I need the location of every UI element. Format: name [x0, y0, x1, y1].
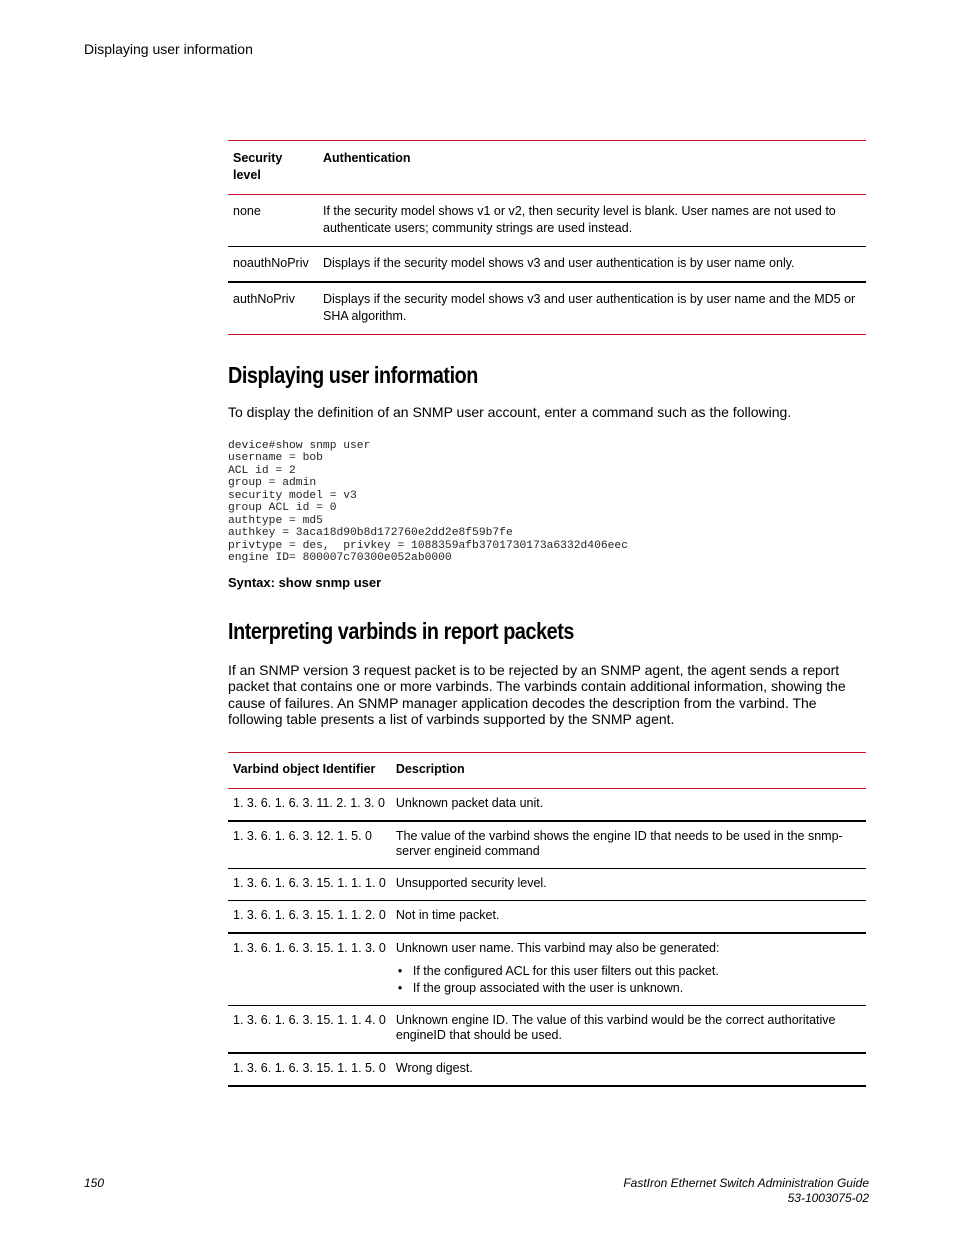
security-level-cell: authNoPriv: [233, 292, 295, 306]
column-header-security-level: Security level: [233, 151, 283, 182]
table-row: [228, 195, 866, 247]
table-row: [228, 821, 866, 869]
description-cell: The value of the varbind shows the engine ID that needs to be used in the snmp-server engineid command: [395, 828, 843, 858]
security-level-cell: none: [233, 204, 261, 218]
description-cell: Wrong digest.: [395, 1060, 473, 1075]
page-content: [228, 140, 866, 1087]
description-text: Unknown user name. This varbind may also be generated:: [395, 940, 720, 955]
varbind-table: [228, 752, 866, 1087]
description-cell: Unknown engine ID. The value of this varbind would be the correct authoritative engineID that should be used.: [395, 1012, 836, 1042]
security-level-table: [228, 140, 866, 335]
oid-cell: 1. 3. 6. 1. 6. 3. 15. 1. 1. 5. 0: [233, 1060, 386, 1075]
oid-cell: 1. 3. 6. 1. 6. 3. 11. 2. 1. 3. 0: [233, 795, 385, 810]
oid-cell: 1. 3. 6. 1. 6. 3. 15. 1. 1. 4. 0: [233, 1012, 386, 1027]
guide-title: FastIron Ethernet Switch Administration Guide: [623, 1176, 869, 1190]
running-header: Displaying user information: [84, 41, 253, 57]
oid-cell: 1. 3. 6. 1. 6. 3. 15. 1. 1. 2. 0: [233, 907, 386, 922]
varbinds-intro-paragraph: If an SNMP version 3 request packet is to be rejected by an SNMP agent, the agent sends a report packet that contains one or more varbinds. The varbinds contain additional information, showing the cause of failures. An SNMP manager application decodes the description from the varbind. The following table presents a list of varbinds supported by the SNMP agent.: [228, 661, 846, 727]
column-header-description: Description: [395, 761, 465, 776]
description-cell: [391, 933, 866, 1006]
column-header-authentication: Authentication: [323, 151, 411, 165]
footer-doc-info: [623, 1176, 869, 1206]
table-row: [228, 868, 866, 900]
table-row: [228, 1053, 866, 1086]
section-intro-paragraph: To display the definition of an SNMP user account, enter a command such as the following.: [228, 404, 792, 420]
doc-number: 53-1003075-02: [787, 1191, 869, 1205]
description-cell: Unknown packet data unit.: [395, 795, 544, 810]
description-cell: Not in time packet.: [395, 907, 500, 922]
oid-cell: 1. 3. 6. 1. 6. 3. 15. 1. 1. 1. 0: [233, 875, 386, 890]
table-row: [228, 1005, 866, 1053]
bullet-list: [396, 964, 861, 996]
command-output-code-block: device#show snmp user username = bob ACL id = 2 group = admin security model = v3 group ACL id = 0 authtype = md5 authkey = 3aca18d90b8d172760e2dd2e8f59b7fe privtype = des, privkey = 1088359afb3701730173a6332d406eec engine ID= 800007c70300e052ab0000: [228, 439, 628, 564]
section-heading-interpreting-varbinds: Interpreting varbinds in report packets: [228, 617, 574, 644]
table-row: [228, 247, 866, 283]
table-row: [228, 933, 866, 1006]
oid-cell: 1. 3. 6. 1. 6. 3. 15. 1. 1. 3. 0: [233, 940, 386, 955]
authentication-cell: If the security model shows v1 or v2, then security level is blank. User names are not used to authenticate users; community strings are used instead.: [323, 204, 836, 235]
bullet-item: • If the configured ACL for this user filters out this packet.: [396, 964, 861, 979]
bullet-item: • If the group associated with the user is unknown.: [396, 981, 861, 996]
authentication-cell: Displays if the security model shows v3 and user authentication is by user name and the MD5 or SHA algorithm.: [323, 292, 856, 323]
oid-cell: 1. 3. 6. 1. 6. 3. 12. 1. 5. 0: [233, 828, 372, 843]
authentication-cell: Displays if the security model shows v3 and user authentication is by user name only.: [323, 256, 795, 270]
description-cell: Unsupported security level.: [395, 875, 547, 890]
column-header-varbind-oid: Varbind object Identifier: [233, 761, 376, 776]
page-number: 150: [84, 1176, 105, 1190]
table-row: [228, 788, 866, 821]
section-heading-displaying-user-information: Displaying user information: [228, 362, 478, 388]
syntax-line: Syntax: show snmp user: [228, 574, 382, 590]
security-level-cell: noauthNoPriv: [233, 256, 309, 270]
table-row: [228, 900, 866, 933]
table-row: [228, 282, 866, 335]
